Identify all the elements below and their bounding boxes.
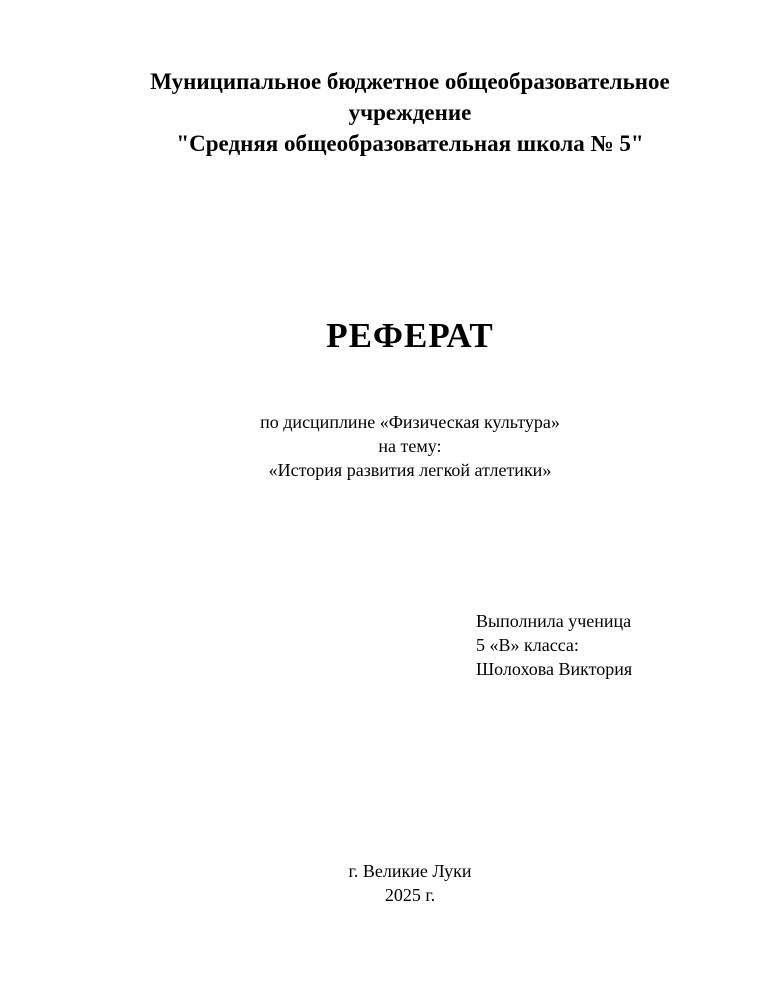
author-name: Шолохова Виктория	[476, 659, 633, 679]
footer-block	[60, 859, 760, 907]
document-type-title: РЕФЕРАТ	[326, 316, 494, 355]
institution-line-2: учреждение	[348, 100, 472, 125]
institution-line-1: Муниципальное бюджетное общеобразовательное	[150, 69, 670, 94]
discipline-line: по дисциплине «Физическая культура»	[260, 412, 560, 432]
performed-by-line: Выполнила ученица	[476, 611, 632, 631]
topic-title: «История развития легкой атлетики»	[268, 460, 552, 480]
class-line: 5 «В» класса:	[476, 635, 579, 655]
institution-line-3: "Средняя общеобразовательная школа № 5"	[176, 131, 644, 156]
city-line: г. Великие Луки	[348, 861, 472, 881]
author-block	[476, 609, 736, 681]
on-theme-line: на тему:	[378, 436, 442, 456]
year-line: 2025 г.	[384, 885, 436, 905]
institution-header	[60, 66, 760, 159]
topic-block	[60, 410, 760, 482]
